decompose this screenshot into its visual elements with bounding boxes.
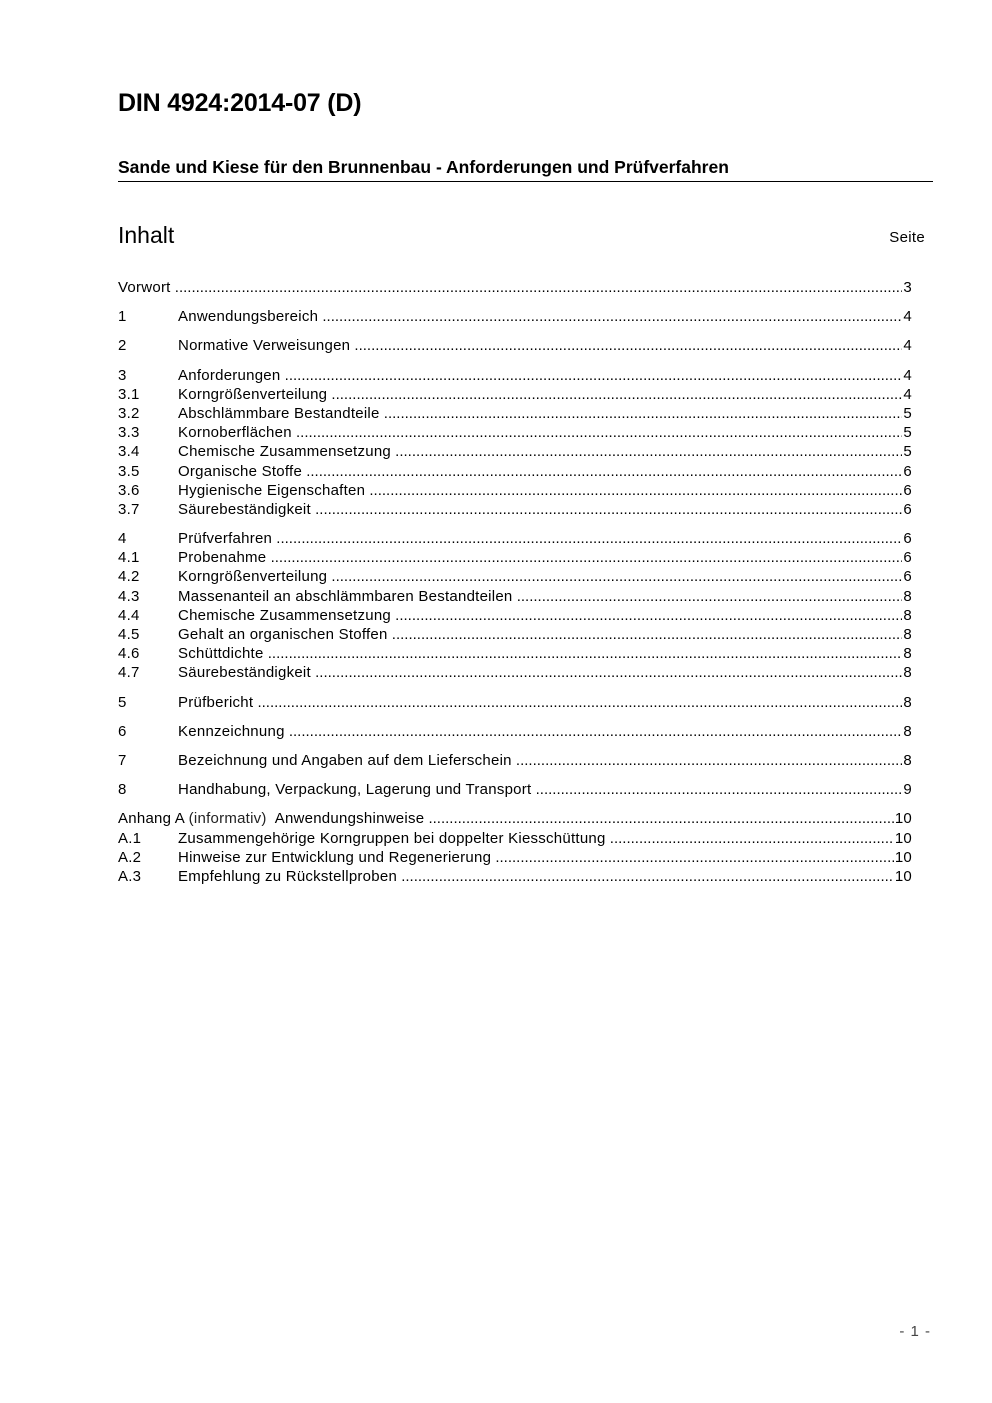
toc-entry-number: 5: [118, 693, 127, 711]
toc-entry-3-3[interactable]: [118, 423, 912, 442]
toc-entry-page: 8: [903, 664, 912, 682]
toc-entry-number: 3.4: [118, 443, 140, 461]
toc-entry-page: 5: [903, 424, 912, 442]
toc-entry-number: 4.6: [118, 645, 140, 663]
toc-entry-page: 10: [894, 810, 912, 828]
document-title: DIN 4924:2014-07 (D): [118, 89, 362, 117]
document-subtitle: Sande und Kiese für den Brunnenbau - Anforderungen und Prüfverfahren: [118, 157, 933, 182]
toc-entry-page: 5: [903, 443, 912, 461]
toc-entry-title: Probenahme: [178, 549, 267, 567]
toc-entry-page: 10: [894, 867, 912, 885]
toc-entry-4[interactable]: [118, 529, 912, 548]
toc-entry-page: 6: [903, 481, 912, 499]
toc-entry-page: 6: [903, 462, 912, 480]
toc-entry-7[interactable]: [118, 751, 912, 770]
toc-entry-4-1[interactable]: [118, 548, 912, 567]
toc-entry-3-1[interactable]: [118, 385, 912, 404]
toc-entry-number: 3: [118, 366, 127, 384]
toc-entry-number: 4.7: [118, 664, 140, 682]
toc-entry-number: 4.2: [118, 568, 140, 586]
toc-entry-4-5[interactable]: [118, 625, 912, 644]
toc-entry-title: Handhabung, Verpackung, Lagerung und Transport: [178, 781, 532, 799]
toc-entry-3-4[interactable]: [118, 442, 912, 461]
toc-entry-page: 10: [894, 829, 912, 847]
toc-entry-number: 2: [118, 337, 127, 355]
toc-entry-page: 8: [903, 587, 912, 605]
toc-entry-4-2[interactable]: [118, 567, 912, 586]
toc-entry-number: 4.1: [118, 549, 140, 567]
toc-entry-title: Anwendungsbereich: [178, 308, 319, 326]
toc-entry-number: Anhang A: [118, 810, 185, 828]
toc-entry-4-7[interactable]: [118, 663, 912, 682]
toc-entry-title: Gehalt an organischen Stoffen: [178, 626, 388, 643]
toc-entry-number: 3.3: [118, 424, 140, 442]
toc-entry-annex-a[interactable]: [118, 809, 912, 828]
toc-entry-page: 4: [903, 308, 912, 326]
toc-entry-number: 3.7: [118, 500, 140, 518]
toc-entry-title: Korngrößenverteilung: [178, 568, 328, 586]
toc-entry-3-5[interactable]: [118, 462, 912, 481]
toc-entry-title: Prüfbericht: [178, 693, 254, 711]
toc-entry-page: 6: [903, 500, 912, 518]
toc-entry-page: 8: [903, 693, 912, 711]
toc-entry-title: Hinweise zur Entwicklung und Regenerierung: [178, 848, 492, 866]
toc-entry-title: Anwendungshinweise: [274, 810, 425, 828]
toc-entry-number: 3.6: [118, 481, 140, 499]
toc-entry-number: 6: [118, 722, 127, 740]
toc-entry-page: 8: [903, 751, 912, 769]
toc-entry-6[interactable]: [118, 722, 912, 741]
toc-entry-title: Organische Stoffe: [178, 462, 303, 480]
toc-entry-number: 4.5: [118, 626, 140, 643]
toc-entry-number: 4.3: [118, 587, 140, 605]
toc-entry-number: 7: [118, 751, 127, 769]
toc-entry-number: A.3: [118, 867, 142, 885]
toc-entry-page: 10: [894, 848, 912, 866]
toc-entry-3-7[interactable]: [118, 500, 912, 519]
toc-entry-number: 8: [118, 781, 127, 799]
toc-entry-a-3[interactable]: [118, 867, 912, 886]
page-column-label: Seite: [889, 229, 925, 246]
toc-entry-title: Empfehlung zu Rückstellproben: [178, 867, 398, 885]
toc-entry-a-2[interactable]: [118, 848, 912, 867]
footer-page-number: - 1 -: [899, 1323, 931, 1340]
toc-entry-3-6[interactable]: [118, 481, 912, 500]
toc-entry-number: A.1: [118, 829, 142, 847]
toc-entry-page: 3: [903, 279, 912, 296]
toc-entry-page: 4: [903, 366, 912, 384]
toc-entry-title: Zusammengehörige Korngruppen bei doppelter Kiesschüttung: [178, 829, 606, 847]
toc-entry-1[interactable]: [118, 307, 912, 326]
toc-entry-title: Säurebeständigkeit: [178, 664, 311, 682]
toc-entry-vorwort[interactable]: [118, 278, 912, 297]
toc-entry-title: Massenanteil an abschlämmbaren Bestandteilen: [178, 587, 513, 605]
toc-entry-page: 8: [903, 606, 912, 624]
toc-entry-8[interactable]: [118, 780, 912, 799]
toc-entry-3[interactable]: [118, 366, 912, 385]
toc-entry-number: 4: [118, 530, 127, 548]
toc-entry-number: 3.5: [118, 462, 140, 480]
toc-entry-page: 4: [903, 385, 912, 403]
toc-entry-number: 3.1: [118, 385, 140, 403]
toc-entry-title: Chemische Zusammensetzung: [178, 606, 392, 624]
toc-entry-title: Kennzeichnung: [178, 722, 285, 740]
toc-entry-page: 8: [903, 645, 912, 663]
toc-entry-number: 3.2: [118, 404, 140, 422]
toc-entry-title: Hygienische Eigenschaften: [178, 481, 366, 499]
toc-entry-title: Normative Verweisungen: [178, 337, 351, 355]
toc-entry-2[interactable]: [118, 336, 912, 355]
toc-entry-5[interactable]: [118, 693, 912, 712]
toc-entry-title: Vorwort: [118, 279, 171, 296]
toc-entry-title: Säurebeständigkeit: [178, 500, 311, 518]
toc-entry-page: 9: [903, 781, 912, 799]
toc-entry-title: Kornoberflächen: [178, 424, 292, 442]
toc-entry-page: 8: [903, 722, 912, 740]
toc-entry-number: 4.4: [118, 606, 140, 624]
toc-entry-page: 5: [903, 404, 912, 422]
toc-entry-number: 1: [118, 308, 127, 326]
toc-entry-page: 8: [903, 626, 912, 643]
toc-entry-title: Korngrößenverteilung: [178, 385, 328, 403]
toc-entry-page: 6: [903, 568, 912, 586]
toc-entry-title: Anforderungen: [178, 366, 281, 384]
toc-entry-4-3[interactable]: [118, 587, 912, 606]
toc-entry-title: Schüttdichte: [178, 645, 264, 663]
toc-entry-3-2[interactable]: [118, 404, 912, 423]
toc-entry-4-4[interactable]: [118, 606, 912, 625]
toc-entry-title: Chemische Zusammensetzung: [178, 443, 392, 461]
toc-entry-page: 4: [903, 337, 912, 355]
toc-heading: Inhalt: [118, 222, 175, 248]
toc-entry-title: Bezeichnung und Angaben auf dem Lieferschein: [178, 751, 512, 769]
toc-entry-title: Abschlämmbare Bestandteile: [178, 404, 380, 422]
toc-entry-number: A.2: [118, 848, 142, 866]
toc-entry-qualifier: (informativ): [188, 810, 267, 828]
toc-entry-title: Prüfverfahren: [178, 530, 273, 548]
toc-entry-page: 6: [903, 549, 912, 567]
toc-entry-page: 6: [903, 530, 912, 548]
toc-entry-a-1[interactable]: [118, 829, 912, 848]
toc-entry-4-6[interactable]: [118, 644, 912, 663]
table-of-contents: [118, 278, 912, 886]
